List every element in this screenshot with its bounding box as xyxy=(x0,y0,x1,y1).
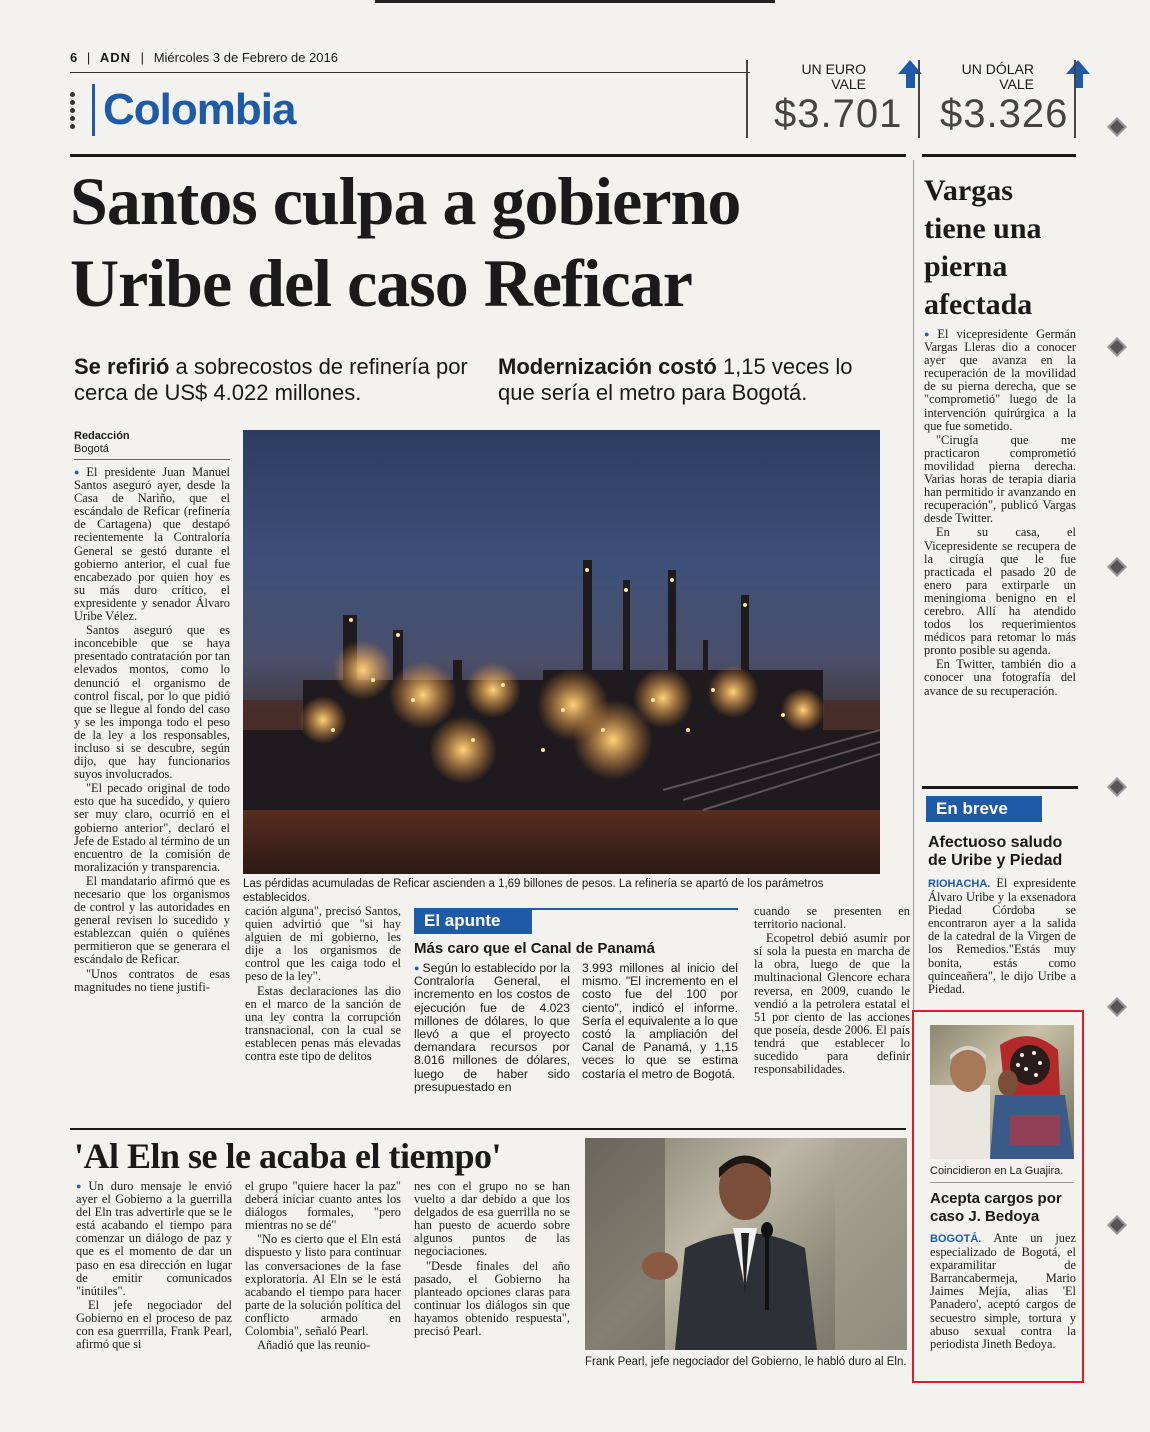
euro-label: UN EURO xyxy=(801,61,866,77)
euro-rate-box xyxy=(746,60,918,138)
refinery-photo xyxy=(243,430,880,874)
eln-column-3 xyxy=(414,1180,570,1370)
deck-right-text: 1,15 veces lo que sería el metro para Bogotá. xyxy=(498,354,853,405)
section-dots-icon xyxy=(70,92,80,132)
en-breve-item2-title: Acepta cargos por caso J. Bedoya xyxy=(930,1190,1062,1225)
en-breve-item1-title: Afectuoso saludo de Uribe y Piedad xyxy=(928,834,1063,869)
eln-headline: 'Al Eln se le acaba el tiempo' xyxy=(74,1136,501,1176)
main-story-column-5 xyxy=(754,905,910,1105)
section-title: Colombia xyxy=(92,84,295,136)
deck-left-bold: Se refirió xyxy=(74,354,170,379)
brand-logo: ADN xyxy=(99,50,132,65)
deck-right xyxy=(498,354,888,406)
dollar-vale-label: VALE xyxy=(999,76,1034,92)
eln-col2-p1: el grupo "quiere hacer la paz" deberá iniciar cuanto antes los diálogos formales, "pero mientras no se dé" xyxy=(245,1180,401,1233)
bullet-icon: ● xyxy=(924,329,935,339)
main-story-column-1 xyxy=(74,466,230,1119)
headline-line-2: Uribe del caso Reficar xyxy=(70,245,692,321)
uribe-piedad-illustration xyxy=(930,1025,1074,1159)
uribe-piedad-photo xyxy=(930,1025,1074,1159)
header-rule xyxy=(70,72,750,73)
apunte-label: El apunte xyxy=(414,908,532,934)
main-col5-p2: Ecopetrol debió asumir por sí sola la puesta en marcha de la obra, luego de que la multinacional Glencore echara reversa, en 2009, cuando le vendió a la petrolera estatal el 51 por ciento de las acciones que poseía, desde 2006. El país tendrá que establecer lo sucedido para definir responsabilidades. xyxy=(754,931,910,1077)
registration-mark-icon xyxy=(1107,337,1127,357)
apunte-title: Más caro que el Canal de Panamá xyxy=(414,940,655,957)
sidebar-story xyxy=(924,328,1076,758)
en-breve-item2-text xyxy=(930,1232,1076,1357)
en-breve-item1-text xyxy=(928,877,1076,1007)
en-breve-box xyxy=(926,796,1074,822)
deck-left xyxy=(74,354,484,406)
apunte-rule xyxy=(532,908,738,932)
apunte-column-2: 3.993 millones al inicio del mismo. "El incremento en el costo fue del 100 por ciento", indicó el informe. Sería el equivalente a lo que costó la ampliación del Canal de Panamá, y 1,15 veces lo que se estima costaría el metro de Bogotá. xyxy=(582,962,738,1081)
dollar-value: $3.326 xyxy=(940,92,1069,136)
refinery-illustration xyxy=(243,430,880,874)
main-col2-p2: Estas declaraciones las dio en el marco de la sanción de una ley contra la corrupción transnacional, con la cual se establecen penas más elevadas contra este tipo de delitos xyxy=(245,983,401,1064)
apunte-column-1 xyxy=(414,962,570,1127)
eln-column-2 xyxy=(245,1180,401,1370)
byline xyxy=(74,430,130,456)
eln-col3-p2: "Desde finales del año pasado, el Gobierno ha planteado opciones claras para continuar los diálogos sin que hayamos obtenido respuesta", precisó Pearl. xyxy=(414,1258,570,1339)
main-col1-p1: El presidente Juan Manuel Santos aseguró ayer, desde la Casa de Nariño, que el escándalo de Reficar (refinería de Cartagena) que destapó recientemente la Contraloría General se gestó durante el gobierno anterior, el cual fue encabezado por quien hoy es su más duro crítico, el expresidente y senador Álvaro Uribe Vélez. xyxy=(74,466,230,624)
item1-place: RIOHACHA. xyxy=(928,878,991,890)
en-breve-label: En breve xyxy=(926,796,1042,822)
headline-line-1: Santos culpa a gobierno xyxy=(70,163,741,239)
bullet-icon: ● xyxy=(414,963,420,973)
pearl-photo xyxy=(585,1138,907,1350)
top-rule xyxy=(375,0,775,3)
main-col1-p3: "El pecado original de todo esto que ha sucedido, y quiero ser muy claro, ocurrió en el gobierno anterior", declaró el Jefe de Estado al término de un encuentro de la comisión de moralización y transparencia. xyxy=(74,781,230,874)
main-headline xyxy=(70,160,910,324)
sidebar-p4: En Twitter, también dio a conocer una fotografía del avance de su recuperación. xyxy=(924,657,1076,698)
eln-top-rule xyxy=(70,1128,906,1130)
item2-body: Ante un juez especializado de Bogotá, el exparamilitar de Barrancabermeja, Mario Jaimes Mejía, alias 'El Panadero', aceptó cargos de secuestro simple, tortura y abuso sexual contra la periodista Jineth Bedoya. xyxy=(930,1232,1076,1351)
dollar-rate-box xyxy=(918,60,1076,138)
page-number: 6 xyxy=(70,50,78,65)
registration-mark-icon xyxy=(1107,117,1127,137)
sidebar-headline: Vargas tiene una pierna afectada xyxy=(924,174,1042,321)
bullet-icon: ● xyxy=(76,1181,86,1191)
main-col1-p2: Santos aseguró que es inconcebible que se haya presentado contratación por tan elevados montos, como lo denunció el organismo de control fiscal, por lo que pidió que se llegue al fondo del caso y se les imponga todo el peso de la ley a los responsables, incluso si se descubre, según dijo, que hay funcionarios suyos involucrados. xyxy=(74,623,230,782)
sidebar-rule xyxy=(922,154,1076,157)
byline-location: Bogotá xyxy=(74,443,109,455)
main-col1-p5: "Unos contratos de esas magnitudes no tiene justifi- xyxy=(74,966,230,994)
byline-rule xyxy=(74,459,230,460)
deck-right-bold: Modernización costó xyxy=(498,354,717,379)
eln-col1-p1: Un duro mensaje le envió ayer el Gobierno a la guerrilla del Eln tras advertirle que se le está acabando el tiempo para comenzar un diálogo de paz y que es el momento de dar un paso en esa dirección en lugar de emitir comunicados "inútiles". xyxy=(76,1180,232,1298)
sidebar-p1: El vicepresidente Germán Vargas Lleras dio a conocer ayer que avanza en la recuperación de la movilidad de su pierna derecha, que se "comprometió" luego de la intervención quirúrgica a la que fue sometido. xyxy=(924,328,1076,433)
eln-col1-p2: El jefe negociador del Gobierno en el proceso de paz con esa guerrrilla, Frank Pearl, afirmó que si xyxy=(76,1297,232,1352)
registration-mark-icon xyxy=(1107,557,1127,577)
deck-left-text: a sobrecostos de refinería por cerca de US$ 4.022 millones. xyxy=(74,354,468,405)
eln-col3-p1: nes con el grupo no se han vuelto a dar debido a que los delgados de esa guerrilla no se han puesto de acuerdo sobre algunos puntos de las negociaciones. xyxy=(414,1180,570,1259)
folio: 6 | ADN | Miércoles 3 de Febrero de 2016 xyxy=(70,50,338,65)
registration-mark-icon xyxy=(1107,1215,1127,1235)
bullet-icon: ● xyxy=(74,467,84,477)
eln-col2-p2: "No es cierto que el Eln está dispuesto y listo para continuar las conversaciones de la fase exploratoria. Al Eln se le está acabando el tiempo para hacer parte de la solución política del conflicto armado en Colombia", señaló Pearl. xyxy=(245,1232,401,1339)
main-col5-p1: cuando se presenten en territorio nacional. xyxy=(754,905,910,932)
item1-body: El expresidente Álvaro Uribe y la exsenadora Piedad Córdoba se encontraron ayer a la salida de la catedral de la Virgen de los Remedios."Estás muy bonita, estás como quinceañera", le dijo Uribe a Piedad. xyxy=(928,877,1076,996)
eln-column-1 xyxy=(76,1180,232,1370)
sidebar-p2: "Cirugía que me practicaron comprometió movilidad pierna derecha. Varias horas de terapia diaria han permitido ir avanzando en recuperación", publicó Vargas desde Twitter. xyxy=(924,432,1076,526)
main-col1-p4: El mandatario afirmó que es necesario que los organismos de control y las autoridades en general revisen lo sucedido y establezcan quién o quiénes permitieron que se generara el escándalo de Reficar. xyxy=(74,873,230,967)
main-col2-p1: cación alguna", precisó Santos, quien advirtió que "si hay alguien de mi gobierno, les dije a los organismos de control que les caiga todo el peso de la ley". xyxy=(245,905,401,984)
euro-vale-label: VALE xyxy=(831,76,866,92)
item2-place: BOGOTÁ. xyxy=(930,1233,982,1245)
main-rule xyxy=(70,154,906,157)
caption-rule xyxy=(930,1182,1074,1183)
registration-mark-icon xyxy=(1107,777,1127,797)
refinery-photo-caption: Las pérdidas acumuladas de Reficar ascienden a 1,69 billones de pesos. La refinería se apartó de los parámetros establecidos. xyxy=(243,878,824,904)
dollar-label: UN DÓLAR xyxy=(961,61,1034,77)
main-story-column-2 xyxy=(245,905,401,1125)
sidebar-p3: En su casa, el Vicepresidente se recupera de la cirugía que le fue practicada el pasado 20 de enero para extirparle un meningioma benigno en el cerebro. Allí ha atendido todos los requerimientos médicos para retomar lo más pronto posible su agenda. xyxy=(924,525,1076,658)
apunte-box xyxy=(414,908,738,1094)
registration-mark-icon xyxy=(1107,997,1127,1017)
apunte-col1-text: Según lo establecido por la Contraloría General, el incremento en los costos de ejecución fue de 4.023 millones de dólares, lo que llevó a que el proyecto demandara recursos por 8.016 millones de dólares, luego de haber sido presupuestado en xyxy=(414,962,570,1094)
euro-value: $3.701 xyxy=(774,92,903,136)
pearl-photo-caption: Frank Pearl, jefe negociador del Gobierno, le habló duro al Eln. xyxy=(585,1356,907,1368)
uribe-piedad-caption: Coincidieron en La Guajira. xyxy=(930,1165,1064,1177)
byline-author: Redacción xyxy=(74,430,130,442)
pearl-illustration xyxy=(585,1138,907,1350)
issue-date: Miércoles 3 de Febrero de 2016 xyxy=(153,50,338,65)
fx-right-rule xyxy=(1074,60,1076,138)
eln-col2-p3: Añadió que las reunio- xyxy=(257,1338,371,1353)
en-breve-rule xyxy=(922,786,1078,789)
